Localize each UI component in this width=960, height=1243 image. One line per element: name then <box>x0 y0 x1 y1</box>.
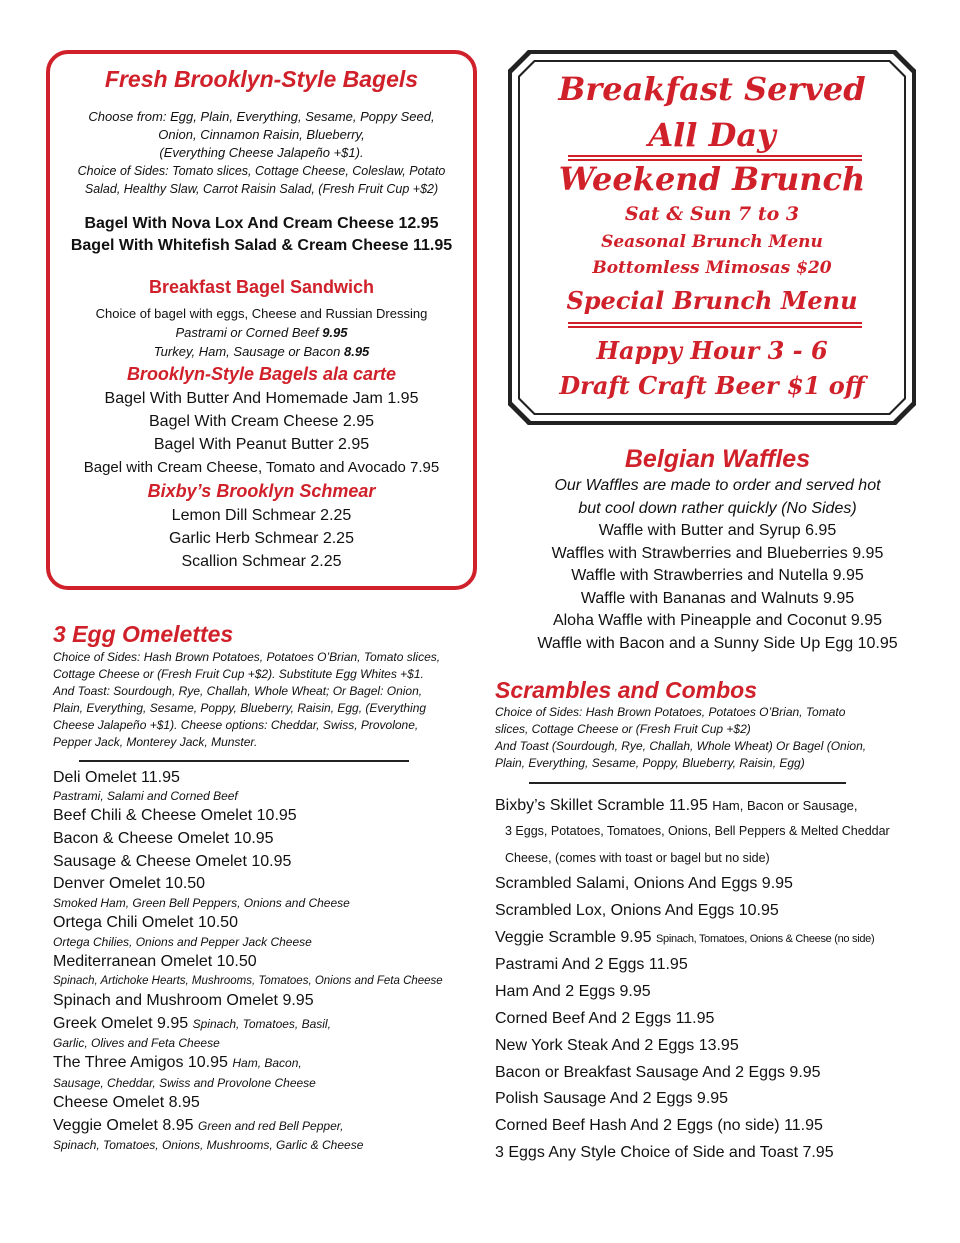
breakfast-heading <box>508 66 916 158</box>
sandwich-details <box>50 304 473 361</box>
item-description: Cheese, (comes with toast or bagel but no side) <box>505 851 770 865</box>
omelettes-title: 3 Egg Omelettes <box>53 621 234 647</box>
item-name: Veggie Omelet 8.95 <box>53 1117 198 1134</box>
bagels-sides-line: Choice of Sides: Tomato slices, Cottage Cheese, Coleslaw, Potato <box>77 164 446 178</box>
item-description: Spinach, Artichoke Hearts, Mushrooms, Tomatoes, Onions and Feta Cheese <box>53 975 443 987</box>
menu-item: Corned Beef And 2 Eggs 11.95 <box>495 1009 715 1027</box>
menu-item: Waffles with Strawberries and Blueberries 9.95 <box>551 544 884 562</box>
menu-item <box>495 794 945 818</box>
option-text: Turkey, Ham, Sausage or Bacon <box>153 344 344 359</box>
description-line: Pepper Jack, Monterey Jack, Munster. <box>53 735 258 749</box>
item-description: Spinach, Tomatoes, Basil, <box>192 1017 331 1031</box>
item-description: Pastrami, Salami and Corned Beef <box>53 789 238 803</box>
bagels-choose-line: Choose from: Egg, Plain, Everything, Sesame, Poppy Seed, <box>88 109 435 124</box>
menu-item: Bagel With Butter And Homemade Jam 1.95 <box>104 390 419 407</box>
double-rule <box>568 322 862 328</box>
bagels-choose-line: (Everything Cheese Jalapeño +$1). <box>159 145 364 160</box>
weekend-brunch: Weekend Brunch <box>558 160 866 198</box>
sandwich-title: Breakfast Bagel Sandwich <box>148 277 375 297</box>
item-name: Bixby’s Skillet Scramble 11.95 <box>495 797 713 814</box>
description-line: Plain, Everything, Sesame, Poppy, Blueberry, Raisin, Egg, (Everything <box>53 701 427 715</box>
description-line: Choice of Sides: Hash Brown Potatoes, Potatoes O’Brian, Tomato slices, <box>53 650 441 664</box>
item-description: Garlic, Olives and Feta Cheese <box>53 1036 220 1050</box>
item-name: Greek Omelet 9.95 <box>53 1015 193 1032</box>
menu-item: Waffle with Strawberries and Nutella 9.95 <box>571 567 864 584</box>
all-day-line: All Day <box>648 116 776 154</box>
bagels-choose-text <box>50 108 473 198</box>
happy-hour-block <box>508 333 916 403</box>
option-price: 9.95 <box>322 325 348 340</box>
menu-item: Corned Beef Hash And 2 Eggs (no side) 11.95 <box>495 1117 823 1135</box>
menu-item: Waffle with Bacon and a Sunny Side Up Egg 10.95 <box>537 634 898 652</box>
description-line: Choice of Sides: Hash Brown Potatoes, Potatoes O’Brian, Tomato <box>495 705 846 719</box>
menu-item: Bacon & Cheese Omelet 10.95 <box>53 830 274 847</box>
item-description: Ortega Chilies, Onions and Pepper Jack Cheese <box>53 935 312 949</box>
sandwich-description: Choice of bagel with eggs, Cheese and Russian Dressing <box>95 306 428 321</box>
schmear-list <box>50 504 473 573</box>
waffles-list <box>490 475 945 655</box>
sandwich-option <box>50 342 473 361</box>
item-name: Veggie Scramble 9.95 <box>495 928 656 946</box>
waffles-description: Our Waffles are made to order and served hot <box>554 477 881 494</box>
breakfast-served-line: Breakfast Served <box>558 70 866 108</box>
menu-item: Bagel With Cream Cheese 2.95 <box>149 413 374 430</box>
menu-item: Beef Chili & Cheese Omelet 10.95 <box>53 807 297 824</box>
description-line: And Toast (Sourdough, Rye, Challah, Whole Wheat) Or Bagel (Onion, <box>495 739 867 753</box>
item-description: Ham, Bacon or Sausage, <box>712 798 858 813</box>
omelettes-list <box>53 768 493 1153</box>
menu-item: Bagel with Cream Cheese, Tomato and Avocado 7.95 <box>83 459 440 476</box>
menu-item: Bagel With Peanut Butter 2.95 <box>153 436 370 453</box>
menu-item: Scrambled Lox, Onions And Eggs 10.95 <box>495 901 779 919</box>
description-line: Cottage Cheese or (Fresh Fruit Cup +$2). Substitute Egg Whites +$1. <box>53 667 424 681</box>
menu-item: Mediterranean Omelet 10.50 <box>53 953 257 970</box>
bagels-sides-line: Salad, Healthy Slaw, Carrot Raisin Salad, (Fresh Fruit Cup +$2) <box>84 182 439 196</box>
menu-item: Scrambled Salami, Onions And Eggs 9.95 <box>495 875 793 892</box>
item-description: Ham, Bacon, <box>232 1056 302 1070</box>
menu-item <box>53 1115 493 1137</box>
description-line: Cheese Jalapeño +$1). Cheese options: Cheddar, Swiss, Provolone, <box>53 718 419 732</box>
menu-item: Lemon Dill Schmear 2.25 <box>171 507 352 524</box>
menu-item: Ham And 2 Eggs 9.95 <box>495 983 651 1001</box>
schmear-title: Bixby’s Brooklyn Schmear <box>147 481 376 501</box>
menu-item: Bagel With Whitefish Salad & Cream Cheese 11.95 <box>70 237 453 254</box>
section-divider <box>79 760 409 762</box>
menu-item <box>53 1013 493 1035</box>
menu-item: Sausage & Cheese Omelet 10.95 <box>53 853 292 870</box>
bottomless-mimosas: Bottomless Mimosas $20 <box>592 258 832 278</box>
item-description: Green and red Bell Pepper, <box>197 1119 344 1133</box>
menu-item <box>53 1051 493 1075</box>
bagels-featured <box>50 213 473 257</box>
special-brunch: Special Brunch Menu <box>566 286 858 315</box>
bagels-title: Fresh Brooklyn-Style Bagels <box>104 66 419 92</box>
ala-carte-title: Brooklyn-Style Bagels ala carte <box>126 364 397 384</box>
menu-item: Polish Sausage And 2 Eggs 9.95 <box>495 1090 729 1108</box>
menu-item: Ortega Chili Omelet 10.50 <box>53 914 238 931</box>
waffles-title: Belgian Waffles <box>624 445 811 473</box>
happy-hour: Happy Hour 3 - 6 <box>596 336 828 365</box>
menu-item: Waffle with Butter and Syrup 6.95 <box>598 522 837 539</box>
menu-item: Spinach and Mushroom Omelet 9.95 <box>53 992 314 1009</box>
description-line: Plain, Everything, Sesame, Poppy, Blueberry, Raisin, Egg) <box>495 756 805 770</box>
description-line: And Toast: Sourdough, Rye, Challah, Whole Wheat; Or Bagel: Onion, <box>53 684 423 698</box>
scrambles-title: Scrambles and Combos <box>495 677 758 703</box>
scrambles-description <box>495 704 925 772</box>
menu-item <box>495 925 945 953</box>
brunch-hours: Sat & Sun 7 to 3 <box>624 203 800 225</box>
menu-item: Pastrami And 2 Eggs 11.95 <box>495 956 688 974</box>
sandwich-option <box>50 323 473 342</box>
item-description: Smoked Ham, Green Bell Peppers, Onions and Cheese <box>53 896 350 910</box>
item-description: Sausage, Cheddar, Swiss and Provolone Cheese <box>53 1076 316 1090</box>
menu-item: Garlic Herb Schmear 2.25 <box>169 530 354 547</box>
menu-item: Bacon or Breakfast Sausage And 2 Eggs 9.95 <box>495 1063 821 1081</box>
omelettes-description <box>53 649 483 751</box>
draft-beer: Draft Craft Beer $1 off <box>559 371 865 400</box>
menu-item: Denver Omelet 10.50 <box>53 875 206 892</box>
menu-item: Deli Omelet 11.95 <box>53 769 180 786</box>
scrambles-list <box>495 794 945 1167</box>
menu-item: Scallion Schmear 2.25 <box>181 553 342 570</box>
item-description: 3 Eggs, Potatoes, Tomatoes, Onions, Bell Peppers & Melted Cheddar <box>505 824 890 838</box>
menu-item: Waffle with Bananas and Walnuts 9.95 <box>580 589 855 607</box>
waffles-description: but cool down rather quickly (No Sides) <box>578 499 857 517</box>
item-description: Spinach, Tomatoes, Onions & Cheese (no side) <box>656 932 875 945</box>
menu-item: Aloha Waffle with Pineapple and Coconut 9.95 <box>552 612 883 629</box>
option-text: Pastrami or Corned Beef <box>175 325 323 340</box>
section-divider <box>529 782 846 784</box>
bagels-choose-line: Onion, Cinnamon Raisin, Blueberry, <box>158 127 365 142</box>
ala-carte-list <box>50 387 473 479</box>
option-price: 8.95 <box>343 344 370 359</box>
menu-item: New York Steak And 2 Eggs 13.95 <box>495 1036 739 1054</box>
item-description: Spinach, Tomatoes, Onions, Mushrooms, Garlic & Cheese <box>53 1138 364 1152</box>
description-line: slices, Cottage Cheese or (Fresh Fruit Cup +$2) <box>495 722 751 736</box>
seasonal-menu: Seasonal Brunch Menu <box>601 232 823 252</box>
menu-item: Bagel With Nova Lox And Cream Cheese 12.95 <box>84 215 439 232</box>
menu-item: Cheese Omelet 8.95 <box>53 1094 200 1111</box>
menu-item: 3 Eggs Any Style Choice of Side and Toast 7.95 <box>495 1143 834 1161</box>
item-name: The Three Amigos 10.95 <box>53 1054 233 1071</box>
